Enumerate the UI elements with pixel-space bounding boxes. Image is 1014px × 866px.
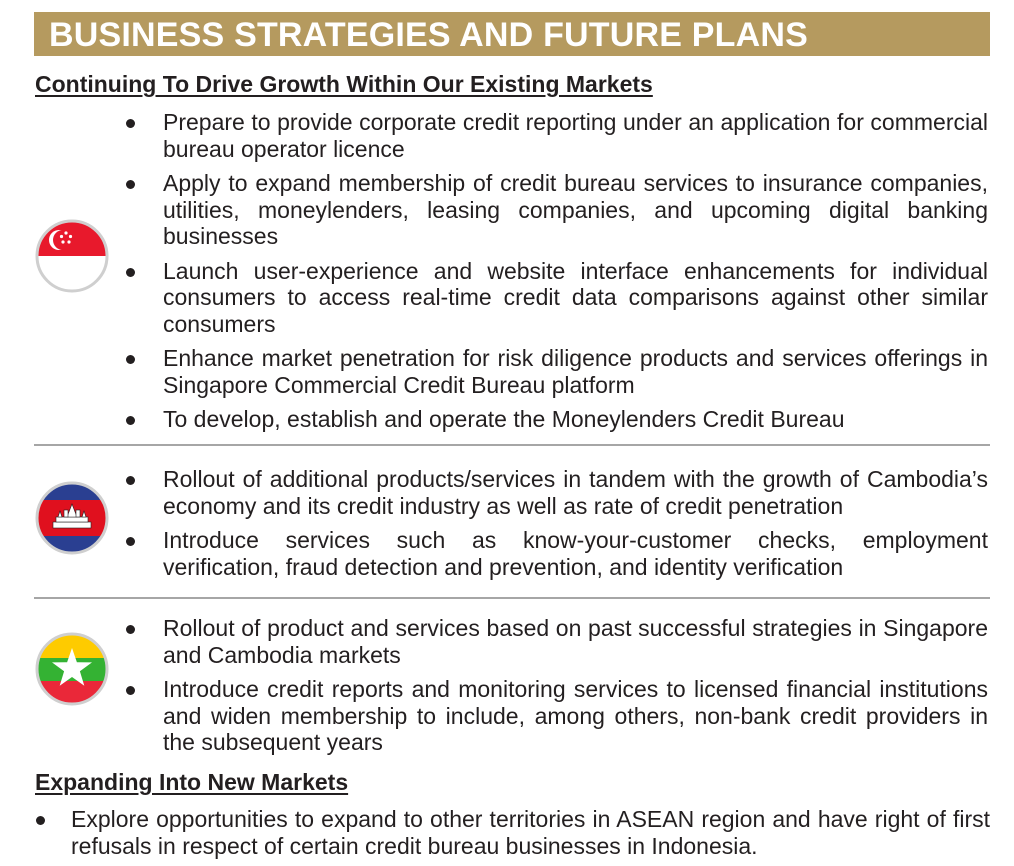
section-heading-existing-markets: Continuing To Drive Growth Within Our Existing Markets: [35, 71, 653, 97]
list-item-text: Rollout of product and services based on past successful strategies in Singapore and Cambodia markets: [163, 615, 988, 668]
myanmar-strategy-list: [125, 615, 988, 756]
list-item-text: Enhance market penetration for risk diligence products and services offerings in Singapore Commercial Credit Bureau platform: [163, 345, 988, 398]
list-item-text: Rollout of additional products/services in tandem with the growth of Cambodia’s economy and its credit industry as well as rate of credit penetration: [163, 466, 988, 519]
cambodia-strategy-list: [125, 466, 988, 580]
list-item: [125, 406, 988, 433]
divider: [34, 444, 990, 446]
myanmar-flag-icon: [34, 631, 110, 707]
bullet-icon: [36, 816, 45, 825]
bullet-icon: [126, 416, 135, 425]
cambodia-flag-icon: [34, 480, 110, 556]
singapore-flag-icon: [34, 218, 110, 294]
bullet-icon: [126, 476, 135, 485]
bullet-icon: [126, 625, 135, 634]
list-item-text: Apply to expand membership of credit bureau services to insurance companies, utilities, moneylenders, leasing companies, and upcoming digital banking businesses: [163, 170, 988, 249]
bullet-icon: [126, 537, 135, 546]
list-item: [34, 806, 990, 859]
title-banner: [34, 12, 990, 56]
list-item: [125, 170, 988, 250]
list-item-text: Prepare to provide corporate credit reporting under an application for commercial bureau operator licence: [163, 109, 988, 162]
list-item: [125, 345, 988, 398]
bullet-icon: [126, 119, 135, 128]
list-item-text: To develop, establish and operate the Moneylenders Credit Bureau: [163, 406, 845, 432]
list-item: [125, 615, 988, 668]
list-item: [125, 527, 988, 580]
bullet-icon: [126, 686, 135, 695]
divider: [34, 597, 990, 599]
bullet-icon: [126, 355, 135, 364]
singapore-strategy-list: [125, 109, 988, 433]
list-item: [125, 466, 988, 519]
list-item: [125, 676, 988, 756]
list-item: [125, 109, 988, 162]
list-item-text: Explore opportunities to expand to other territories in ASEAN region and have right of first refusals in respect of certain credit bureau businesses in Indonesia.: [71, 806, 990, 859]
new-markets-list: [34, 806, 990, 859]
bullet-icon: [126, 268, 135, 277]
page-title: BUSINESS STRATEGIES AND FUTURE PLANS: [49, 16, 809, 54]
list-item-text: Introduce services such as know-your-customer checks, employment verification, fraud detection and prevention, and identity verification: [163, 527, 988, 580]
list-item: [125, 258, 988, 338]
list-item-text: Launch user-experience and website interface enhancements for individual consumers to access real-time credit data comparisons against other similar consumers: [163, 257, 988, 337]
list-item-text: Introduce credit reports and monitoring services to licensed financial institutions and widen membership to include, among others, non-bank credit providers in the subsequent years: [163, 676, 988, 755]
section-heading-new-markets: Expanding Into New Markets: [35, 769, 349, 795]
bullet-icon: [126, 180, 135, 189]
